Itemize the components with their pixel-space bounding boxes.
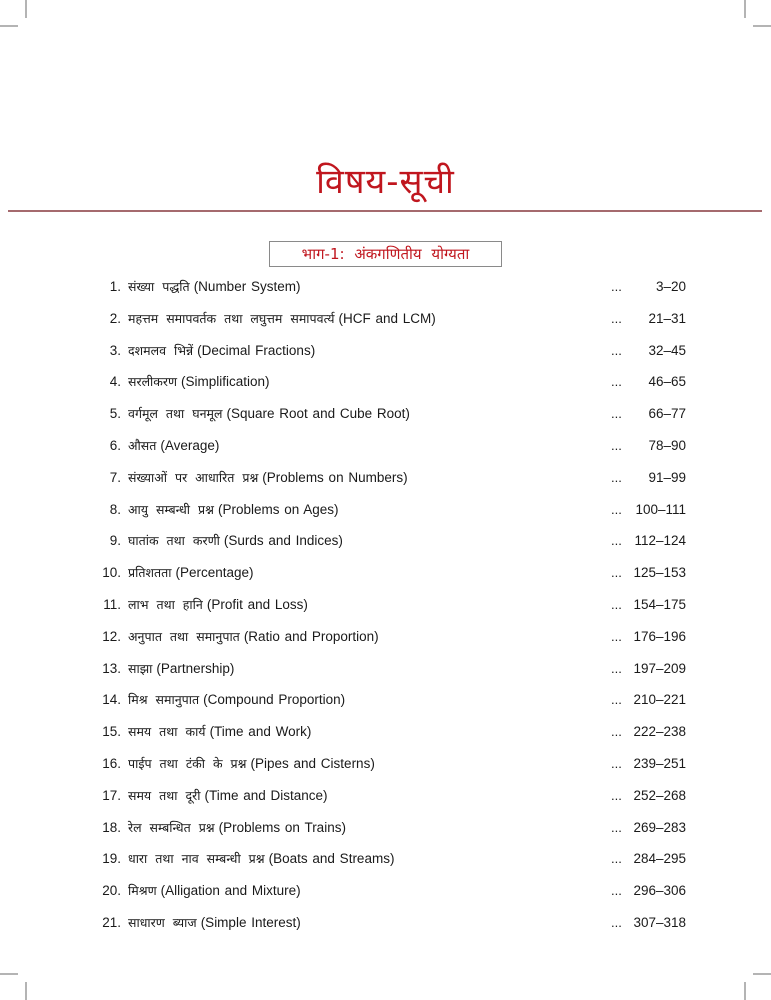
leader-dots: ... — [611, 755, 622, 771]
toc-entry[interactable] — [0, 589, 771, 621]
entry-pages: 154–175 — [633, 596, 686, 612]
entry-number: 5. — [109, 406, 121, 422]
toc-entry[interactable] — [0, 303, 771, 335]
entry-number: 2. — [109, 310, 121, 326]
entry-pages: 222–238 — [633, 724, 686, 740]
entry-pages: 32–45 — [648, 342, 686, 358]
toc-entry[interactable] — [0, 748, 771, 780]
toc-entry[interactable] — [0, 907, 771, 939]
entry-title-hindi: अनुपात तथा समानुपात — [128, 628, 240, 644]
entry-title-english: (Ratio and Proportion) — [243, 628, 379, 644]
entry-title — [128, 780, 328, 813]
leader-dots: ... — [611, 851, 622, 867]
leader-dots: ... — [611, 914, 622, 930]
leader-dots: ... — [611, 406, 622, 422]
toc-entry[interactable] — [0, 366, 771, 398]
leader-dots: ... — [611, 469, 622, 485]
entry-title — [128, 366, 270, 399]
entry-title-english: (Simplification) — [181, 374, 270, 390]
section-heading: भाग-1: अंकगणितीय योग्यता — [269, 241, 502, 267]
entry-number: 16. — [102, 755, 121, 771]
toc-entry[interactable] — [0, 780, 771, 812]
entry-number: 17. — [102, 787, 121, 803]
entry-title-hindi: साझा — [128, 660, 153, 676]
entry-number: 9. — [109, 533, 121, 549]
toc-entry[interactable] — [0, 843, 771, 875]
entry-title-english: (Pipes and Cisterns) — [250, 755, 375, 771]
leader-dots: ... — [611, 883, 622, 899]
entry-title-english: (Boats and Streams) — [268, 851, 395, 867]
entry-title-hindi: महत्तम समापवर्तक तथा लघुत्तम समापवर्त्य — [128, 310, 335, 326]
leader-dots: ... — [611, 596, 622, 612]
entry-title-hindi: प्रतिशतता — [128, 565, 172, 581]
entry-pages: 91–99 — [648, 469, 686, 485]
entry-title — [128, 335, 315, 368]
entry-pages: 296–306 — [633, 883, 686, 899]
entry-number: 21. — [102, 914, 121, 930]
entry-title — [128, 684, 345, 717]
entry-title — [128, 653, 234, 686]
toc-entry[interactable] — [0, 494, 771, 526]
entry-pages: 252–268 — [633, 787, 686, 803]
toc-entry[interactable] — [0, 684, 771, 716]
entry-number: 1. — [109, 279, 121, 294]
crop-mark-top-left-vertical — [25, 0, 27, 18]
entry-title — [128, 907, 301, 940]
leader-dots: ... — [611, 342, 622, 358]
crop-mark-bottom-left-vertical — [25, 982, 27, 1000]
leader-dots: ... — [611, 533, 622, 549]
entry-pages: 21–31 — [648, 310, 686, 326]
entry-title — [128, 812, 346, 845]
toc-entry[interactable] — [0, 621, 771, 653]
entry-pages: 284–295 — [633, 851, 686, 867]
toc-entry[interactable] — [0, 335, 771, 367]
entry-title-hindi: समय तथा दूरी — [128, 787, 201, 803]
leader-dots: ... — [611, 374, 622, 390]
entry-title — [128, 843, 394, 876]
entry-title-english: (Time and Distance) — [204, 787, 328, 803]
entry-title-english: (Square Root and Cube Root) — [226, 406, 410, 422]
leader-dots: ... — [611, 819, 622, 835]
entry-title — [128, 621, 379, 654]
leader-dots: ... — [611, 724, 622, 740]
leader-dots: ... — [611, 692, 622, 708]
leader-dots: ... — [611, 787, 622, 803]
toc-entry[interactable] — [0, 525, 771, 557]
toc-entry[interactable] — [0, 875, 771, 907]
entry-title-hindi: साधारण ब्याज — [128, 914, 197, 930]
entry-title-hindi: दशमलव भिन्नें — [128, 342, 194, 358]
entry-title-english: (Problems on Numbers) — [262, 469, 408, 485]
leader-dots: ... — [611, 279, 622, 294]
entry-title-hindi: मिश्रण — [128, 883, 157, 899]
entry-number: 18. — [102, 819, 121, 835]
entry-title-hindi: धारा तथा नाव सम्बन्धी प्रश्न — [128, 851, 265, 867]
toc-entry[interactable] — [0, 716, 771, 748]
entry-pages: 176–196 — [633, 628, 686, 644]
leader-dots: ... — [611, 437, 622, 453]
entry-title — [128, 430, 219, 463]
entry-number: 3. — [109, 342, 121, 358]
entry-title-english: (HCF and LCM) — [338, 310, 436, 326]
entry-title-hindi: संख्याओं पर आधारित प्रश्न — [128, 469, 259, 485]
table-of-contents — [0, 271, 771, 939]
entry-number: 7. — [109, 469, 121, 485]
toc-entry[interactable] — [0, 271, 771, 303]
entry-pages: 46–65 — [648, 374, 686, 390]
entry-pages: 269–283 — [633, 819, 686, 835]
entry-title-hindi: लाभ तथा हानि — [128, 596, 203, 612]
entry-pages: 210–221 — [633, 692, 686, 708]
leader-dots: ... — [611, 565, 622, 581]
entry-title-english: (Problems on Trains) — [218, 819, 346, 835]
entry-title-hindi: संख्या पद्धति — [128, 279, 190, 294]
entry-title-hindi: वर्गमूल तथा घनमूल — [128, 406, 223, 422]
entry-pages: 100–111 — [635, 501, 686, 517]
entry-title-english: (Partnership) — [156, 660, 235, 676]
toc-entry[interactable] — [0, 462, 771, 494]
entry-number: 4. — [109, 374, 121, 390]
entry-number: 14. — [102, 692, 121, 708]
crop-mark-top-left-horizontal — [0, 25, 18, 27]
entry-title — [128, 398, 410, 431]
entry-title-english: (Percentage) — [175, 565, 254, 581]
entry-pages: 307–318 — [633, 914, 686, 930]
entry-title — [128, 494, 339, 527]
entry-number: 15. — [102, 724, 121, 740]
entry-title-english: (Profit and Loss) — [206, 596, 308, 612]
entry-title — [128, 748, 375, 781]
entry-title-english: (Alligation and Mixture) — [160, 883, 301, 899]
crop-mark-bottom-right-horizontal — [753, 973, 771, 975]
crop-mark-bottom-right-vertical — [744, 982, 746, 1000]
entry-number: 12. — [102, 628, 121, 644]
entry-title-hindi: मिश्र समानुपात — [128, 692, 200, 708]
entry-pages: 66–77 — [648, 406, 686, 422]
toc-entry[interactable] — [0, 653, 771, 685]
entry-title-hindi: समय तथा कार्य — [128, 724, 206, 740]
entry-title-english: (Surds and Indices) — [223, 533, 343, 549]
entry-title-english: (Number System) — [193, 279, 301, 294]
entry-number: 13. — [102, 660, 121, 676]
entry-title — [128, 589, 308, 622]
toc-entry[interactable] — [0, 812, 771, 844]
leader-dots: ... — [611, 501, 622, 517]
entry-pages: 3–20 — [655, 279, 686, 294]
entry-title — [128, 716, 311, 749]
entry-title — [128, 557, 254, 590]
crop-mark-top-right-horizontal — [753, 25, 771, 27]
entry-title — [128, 303, 436, 336]
toc-entry[interactable] — [0, 430, 771, 462]
page-title: विषय-सूची — [316, 162, 455, 202]
entry-title-hindi: पाईप तथा टंकी के प्रश्न — [128, 755, 247, 771]
entry-title-hindi: घातांक तथा करणी — [128, 533, 220, 549]
toc-entry[interactable] — [0, 557, 771, 589]
leader-dots: ... — [611, 310, 622, 326]
entry-title-english: (Problems on Ages) — [217, 501, 339, 517]
entry-pages: 125–153 — [633, 565, 686, 581]
entry-title — [128, 462, 408, 495]
entry-number: 8. — [109, 501, 121, 517]
entry-pages: 78–90 — [648, 437, 686, 453]
entry-title-hindi: सरलीकरण — [128, 374, 178, 390]
entry-pages: 112–124 — [634, 533, 686, 549]
entry-title-hindi: रेल सम्बन्धित प्रश्न — [128, 819, 215, 835]
entry-title-hindi: औसत — [128, 437, 157, 453]
entry-number: 20. — [102, 883, 121, 899]
entry-pages: 197–209 — [633, 660, 686, 676]
entry-title — [128, 271, 300, 304]
toc-entry[interactable] — [0, 398, 771, 430]
entry-title — [128, 875, 301, 908]
entry-title-english: (Decimal Fractions) — [197, 342, 316, 358]
crop-mark-top-right-vertical — [744, 0, 746, 18]
entry-number: 19. — [102, 851, 121, 867]
entry-number: 10. — [102, 565, 121, 581]
entry-title-english: (Simple Interest) — [200, 914, 301, 930]
entry-number: 11. — [103, 596, 121, 612]
leader-dots: ... — [611, 660, 622, 676]
entry-title — [128, 525, 343, 558]
entry-title-english: (Time and Work) — [209, 724, 312, 740]
entry-pages: 239–251 — [633, 755, 686, 771]
entry-title-english: (Compound Proportion) — [203, 692, 346, 708]
entry-title-hindi: आयु सम्बन्धी प्रश्न — [128, 501, 214, 517]
title-rule — [8, 210, 762, 212]
leader-dots: ... — [611, 628, 622, 644]
crop-mark-bottom-left-horizontal — [0, 973, 18, 975]
entry-number: 6. — [109, 437, 121, 453]
entry-title-english: (Average) — [160, 437, 220, 453]
